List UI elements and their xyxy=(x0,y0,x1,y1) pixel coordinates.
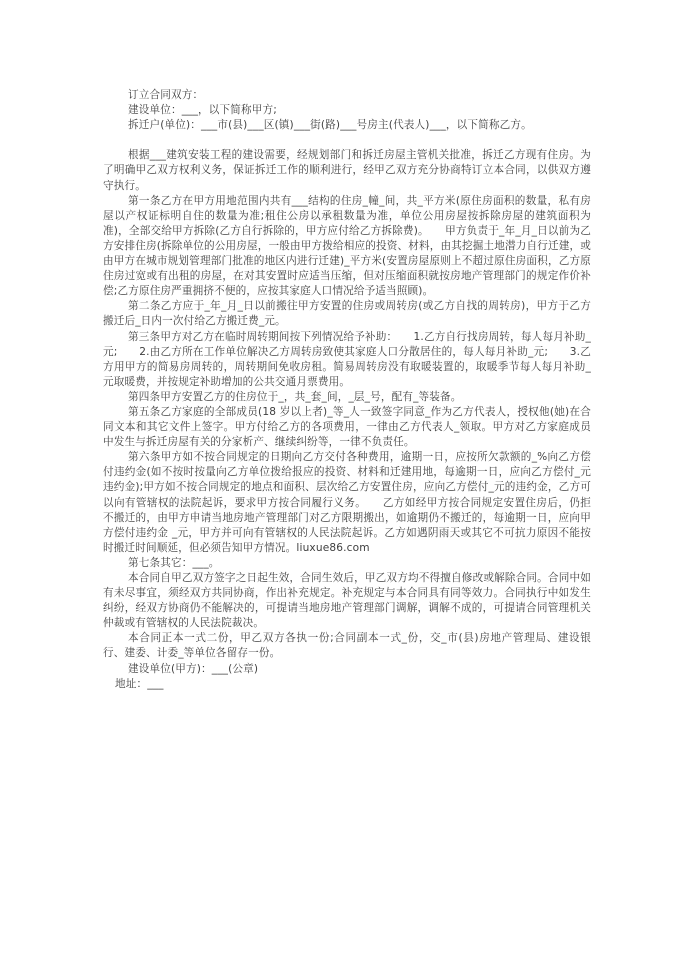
article-5-paragraph: 第五条乙方家庭的全部成员(18 岁以上者)_等_人一致签字同意_作为乙方代表人，授权他(她)在合同文本和其它文件上签字。甲方付给乙方的各项费用，一律由乙方代表人_领取。甲方对乙方家庭成员中发生与拆迁房屋有关的分家析产、继续纠纷等，一律不负责任。 xyxy=(103,405,591,449)
heading-parties: 订立合同双方： xyxy=(128,89,204,101)
closing-paragraph-2: 本合同正本一式二份，甲乙双方各执一份;合同副本一式_份，交_市(县)房地产管理局、建设银行、建委、计委_等单位各留存一份。 xyxy=(103,632,591,660)
signature-party-a: 建设单位(甲方)：___(公章) xyxy=(128,662,259,675)
party-b-line: 拆迁户(单位)：___市(县)___区(镇)___街(路)___号房主(代表人)___，以下简称乙方。 xyxy=(128,119,532,132)
party-a-line: 建设单位：___，以下简称甲方; xyxy=(128,104,277,117)
article-6-paragraph: 第六条甲方如不按合同规定的日期向乙方交付各种费用，逾期一日，应按所欠款额的_%向乙方偿付违约金(如不按时按量向乙方单位拨给报应的投资、材料和迁建用地，每逾期一日，应向乙方偿付_元违约金);甲方如不按合同规定的地点和面积、层次给乙方安置住房，应向乙方偿付_元的违约金，乙方可以向有管辖权的法院起诉，要求甲方按合同履行义务。 乙方如经甲方按合同规定安置住房后，仍拒不搬迁的，由甲方申请当地房地产管理部门对乙方限期搬出，如逾期仍不搬迁的，每逾期一日，应向甲方偿付违约金 _元，甲方并可向有管辖权的人民法院起诉。乙方如遇阴雨天或其它不可抗力原因不能按时搬迁时间顺延，但必须告知甲方情况。liuxue86.com xyxy=(103,451,591,554)
article-1-paragraph: 第一条乙方在甲方用地范围内共有___结构的住房_幢_间，共_平方米(原住房面积的数量，私有房屋以产权证标明自住的数量为准;租住公房以承租数量为准，单位公用房屋按拆除房屋的建筑面积为准)，全部交给甲方拆除(乙方自行拆除的，甲方应付给乙方拆除费)。 甲方负责于_年_月_日以前为乙方安排住房(拆除单位的公用房屋，一般由甲方拨给相应的投资、材料，由其挖掘土地潜力自行迁建，或由甲方在城市规划管理部门批准的地区内进行迁建)_平方米(安置房屋原则上不超过原住房面积，乙方原住房过宽或有出租的房屋，在对其安置时应适当压缩，但对压缩面积就按房地产管理部门的规定作价补偿;乙方原住房严重拥挤不便的，应按其家庭人口情况给予适当照顾)。 xyxy=(103,194,591,298)
article-2-paragraph: 第二条乙方应于_年_月_日以前搬往甲方安置的住房或周转房(或乙方自找的周转房)，甲方于乙方搬迁后_日内一次付给乙方搬迁费_元。 xyxy=(103,300,591,328)
article-3-paragraph: 第三条甲方对乙方在临时周转期间按下列情况给予补助： 1.乙方自行找房周转，每人每月补助_元; 2.由乙方所在工作单位解决乙方周转房致使其家庭人口分散居住的，每人每月补助_元; 3.乙方用甲方的简易房周转的，周转期间免收房租。简易周转房没有取暖装置的，取暖季节每人每月补助_元取暖费，并按规定补助增加的公共交通月票费用。 xyxy=(103,330,591,388)
article-4-paragraph: 第四条甲方安置乙方的住房位于_，共_套_间，_层_号，配有_等装备。 xyxy=(128,390,462,403)
article-7-paragraph: 第七条其它：___。 xyxy=(128,556,220,569)
paragraph-spacer xyxy=(103,133,591,148)
signature-address: 地址：___ xyxy=(115,677,164,690)
document-body xyxy=(103,88,591,692)
closing-paragraph-1: 本合同自甲乙双方签字之日起生效，合同生效后，甲乙双方均不得擅自修改或解除合同。合同中如有未尽事宜，须经双方共同协商，作出补充规定。补充规定与本合同具有同等效力。合同执行中如发生纠纷，经双方协商仍不能解决的，可提请当地房地产管理部门调解，调解不成的，可提请合同管理机关仲裁或有管辖权的人民法院裁决。 xyxy=(103,572,591,630)
preamble-paragraph: 根据___建筑安装工程的建设需要，经规划部门和拆迁房屋主管机关批准，拆迁乙方现有住房。为了明确甲乙双方权利义务，保证拆迁工作的顺利进行，经甲乙双方充分协商特订立本合同，以供双方遵守执行。 xyxy=(103,149,591,192)
